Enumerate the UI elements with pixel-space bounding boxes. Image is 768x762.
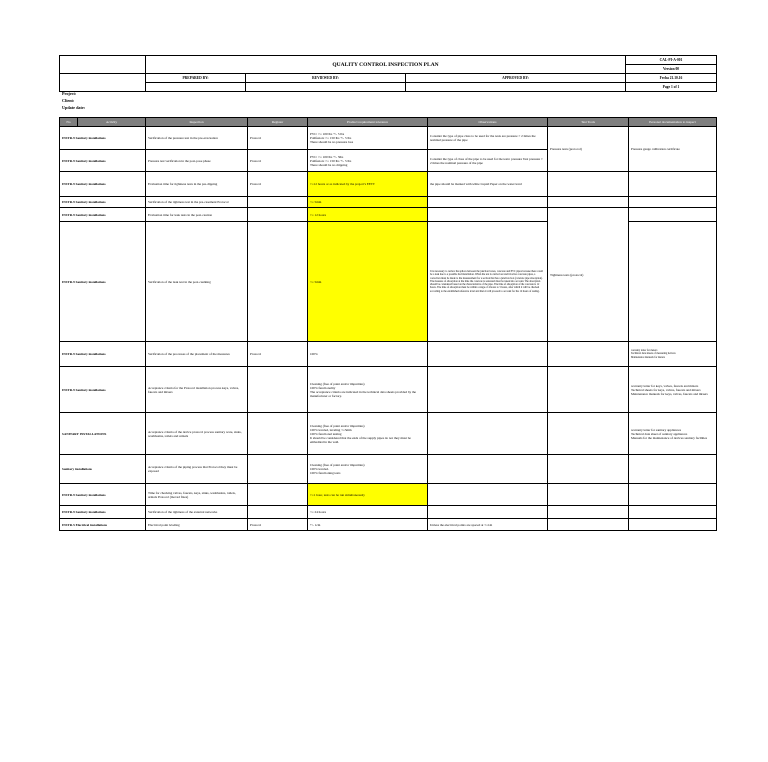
row-observations bbox=[428, 197, 548, 208]
row-inspection: Evaluation time for leak tests in the post-caution bbox=[146, 208, 248, 222]
row-code: INSTR-9 bbox=[62, 182, 75, 186]
row-observations: Consider the type of pipe class to be used for the tests are pressure > 2 times the nominal pressure of the pipe bbox=[428, 127, 548, 150]
row-register bbox=[248, 197, 308, 208]
row-code: INSTR-9 bbox=[62, 158, 75, 163]
reviewed-by-sign bbox=[246, 83, 406, 92]
table-row bbox=[60, 127, 717, 150]
column-header: Register bbox=[248, 118, 308, 127]
row-code: INSTR-9 bbox=[62, 352, 75, 356]
row-observations bbox=[428, 455, 548, 484]
row-tools bbox=[548, 455, 629, 484]
row-code: INSTR-9 bbox=[62, 492, 75, 497]
row-tools bbox=[548, 484, 629, 506]
row-docs bbox=[629, 172, 717, 197]
row-register bbox=[248, 455, 308, 484]
row-tolerance: +/- 1cm bbox=[308, 519, 428, 531]
row-observations: Consider the type of class of the pipe to be used for the tests: pressure Test pressure > 2 times the nominal pressure of the pipe bbox=[428, 150, 548, 172]
row-activity: installations bbox=[74, 467, 92, 471]
row-tools bbox=[548, 519, 629, 531]
row-register: Protocol bbox=[248, 150, 308, 172]
row-observations: Unless the electrical points are spaced at <=1m bbox=[428, 519, 548, 531]
row-inspection: Acceptance criteria of the device protocol process sanitary ware, sinks, washbasins, toilets and urinals bbox=[146, 413, 248, 455]
row-docs: warranty letter for meters Technical data sheets of measuring devices Maintenance manuals for meters bbox=[629, 342, 717, 367]
column-header: Personal documentation to inspect bbox=[629, 118, 717, 127]
row-tools bbox=[548, 367, 629, 413]
row-code-activity bbox=[60, 150, 146, 172]
row-register: Protocol bbox=[248, 127, 308, 150]
row-code-activity bbox=[60, 208, 146, 222]
document-code: CAL-PI-A-001 bbox=[626, 56, 717, 65]
column-header: Activity bbox=[78, 118, 146, 127]
table-row bbox=[60, 413, 717, 455]
row-tools bbox=[548, 197, 629, 208]
row-inspection: Electrical point leveling bbox=[146, 519, 248, 531]
row-inspection: Pressure test verification in the post-pose phase bbox=[146, 150, 248, 172]
row-observations bbox=[428, 484, 548, 506]
row-activity: Sanitary installations bbox=[75, 212, 106, 217]
row-inspection: Evaluation time for tightness tests in the pre-dipping bbox=[146, 172, 248, 197]
row-tolerance: >=12 hours or as indicated by the project's EETT bbox=[308, 172, 428, 197]
row-code-activity bbox=[60, 222, 146, 342]
table-header-row bbox=[60, 118, 717, 127]
row-code-activity bbox=[60, 455, 146, 484]
row-inspection: Verification of the leak test in the post-caulking bbox=[146, 222, 248, 342]
row-docs bbox=[629, 197, 717, 208]
document-date: Fecha 21.10.16 bbox=[626, 74, 717, 83]
row-tolerance: Cleaning (free of paint and/or impurities) 100% leveled. 100% functioning tests bbox=[308, 455, 428, 484]
row-code-activity bbox=[60, 367, 146, 413]
row-register: Protocol bbox=[248, 519, 308, 531]
inspection-table bbox=[59, 117, 717, 531]
row-activity: Sanitary installations bbox=[75, 387, 106, 392]
row-register bbox=[248, 208, 308, 222]
row-activity: Electrical installations bbox=[75, 522, 108, 527]
row-code: INSTR-9 bbox=[62, 279, 75, 284]
table-row bbox=[60, 455, 717, 484]
row-register bbox=[248, 506, 308, 519]
prepared-by-label: PREPARED BY: bbox=[146, 74, 246, 83]
row-code-activity bbox=[60, 197, 146, 208]
table-row bbox=[60, 172, 717, 197]
document-version: Version 00 bbox=[626, 65, 717, 74]
row-tolerance: Cleaning (free of paint and/or impurities) 100% leveled, leveling <=5mm 100% functional testing It should be considered that the ends of the supply pipes do not they must be embedded in the wall. bbox=[308, 413, 428, 455]
column-header: No bbox=[60, 118, 78, 127]
column-header: Observations bbox=[428, 118, 548, 127]
row-code-activity bbox=[60, 342, 146, 367]
column-header: Product requirement tolerance bbox=[308, 118, 428, 127]
column-header: Inspection bbox=[146, 118, 248, 127]
row-tolerance: 100% bbox=[308, 342, 428, 367]
row-tolerance: <= 5mm bbox=[308, 222, 428, 342]
approved-by-sign bbox=[406, 83, 626, 92]
row-activity: Sanitary installations bbox=[75, 182, 106, 186]
row-code: INSTR-9 bbox=[62, 200, 75, 204]
row-tolerance: PVC: >= 100 lbs +/- 5 lbs Polifusion: >= 150 lbs +/- 5 lbs There should be no pressure loss bbox=[308, 127, 428, 150]
column-header: Test Tools bbox=[548, 118, 629, 127]
row-docs bbox=[629, 519, 717, 531]
row-observations: It is necessary to review the splices between the junction boxes, concrete and PVC pipes because there could be a leak due to a possible bad installation. When the test is carried out and involves concrete pipes, a correction must be made to the measurement for a section that has a junction box (concrete pipe absorption). The measure of absorption at the time the concrete is saturated must be taken into account. The absorption should be considered based on the characteristics of the pipe. The time of absorption of the concrete is 12 hours. The time of absorption must be within a range of 4 hours to 5 hours, after which it will be checked according to the established reference level and then it will proceed to account for the 12 hours of testing. bbox=[428, 222, 548, 342]
table-row bbox=[60, 506, 717, 519]
row-tools bbox=[548, 172, 629, 197]
row-tolerance: >= 12 hours bbox=[308, 208, 428, 222]
row-code-activity bbox=[60, 506, 146, 519]
row-observations bbox=[428, 367, 548, 413]
row-inspection: Verification of the pressure test in the pre-evacuation bbox=[146, 127, 248, 150]
row-tolerance: <= 24 hours bbox=[308, 506, 428, 519]
row-inspection: Verification of the tightness test in the pre-casement Protocol bbox=[146, 197, 248, 208]
project-info bbox=[62, 90, 85, 111]
prepared-by-sign bbox=[146, 83, 246, 92]
row-activity: Sanitary installations bbox=[75, 510, 106, 514]
table-row bbox=[60, 342, 717, 367]
row-register: Protocol bbox=[248, 172, 308, 197]
row-register bbox=[248, 484, 308, 506]
row-activity: Sanitary installations bbox=[75, 352, 106, 356]
document-header bbox=[59, 55, 717, 92]
row-docs bbox=[629, 506, 717, 519]
row-code: INSTR-9 bbox=[62, 510, 75, 514]
row-code: INSTR-5 bbox=[62, 522, 75, 527]
row-register bbox=[248, 413, 308, 455]
row-observations bbox=[428, 208, 548, 222]
row-code-activity bbox=[60, 519, 146, 531]
row-inspection: Acceptance criteria of the piping process that Protocol they must be exposed bbox=[146, 455, 248, 484]
row-activity: Sanitary installations bbox=[75, 200, 106, 204]
document-title: QUALITY CONTROL INSPECTION PLAN bbox=[146, 56, 626, 74]
row-docs bbox=[629, 484, 717, 506]
row-tools bbox=[548, 506, 629, 519]
row-docs: Pressure gauge calibration certificate bbox=[629, 127, 717, 172]
page-number: Page 1 of 1 bbox=[626, 83, 717, 92]
row-code: Sanitary bbox=[62, 467, 75, 471]
reviewed-by-label: REVIEWED BY: bbox=[246, 74, 406, 83]
row-observations bbox=[428, 342, 548, 367]
row-inspection: Verification of the processes of the placement of the measures bbox=[146, 342, 248, 367]
row-inspection: Time for checking valves, faucets, keys, sinks, washbasins, toilets, urinals Protocol (moved fixes) bbox=[146, 484, 248, 506]
row-activity: Sanitary installations bbox=[75, 158, 106, 163]
row-tolerance: PVC: >= 100 lbs +/- 5lbs Polifusion: >= 150 lbs +/- 5 lbs There should be no dripping bbox=[308, 150, 428, 172]
row-inspection: Verification of the tightness of the external networks bbox=[146, 506, 248, 519]
row-docs bbox=[629, 222, 717, 342]
row-observations bbox=[428, 413, 548, 455]
row-tools bbox=[548, 413, 629, 455]
row-code-activity bbox=[60, 127, 146, 150]
table-row bbox=[60, 367, 717, 413]
row-observations: the pipe should be marked with white Liquid Paper on the water level bbox=[428, 172, 548, 197]
row-register bbox=[248, 222, 308, 342]
row-code-activity bbox=[60, 413, 146, 455]
table-row bbox=[60, 197, 717, 208]
row-tolerance: Cleaning (free of paint and/or impurities) 100% functionality The acceptance criteria are indicated in the technical data sheets provided by the manufacturer or factory. bbox=[308, 367, 428, 413]
blank-cell bbox=[60, 74, 146, 92]
row-activity: INSTALLATIONS bbox=[79, 431, 107, 436]
row-tolerance: >=1 hour, tests can be run simultaneously bbox=[308, 484, 428, 506]
logo-cell bbox=[60, 56, 146, 74]
row-inspection: Acceptance criteria for the Protocol installation process keys, valves, faucets and mixers bbox=[146, 367, 248, 413]
table-row bbox=[60, 208, 717, 222]
row-activity: Sanitary installations bbox=[75, 136, 106, 140]
row-tools: Tightness tests (protocol) bbox=[548, 208, 629, 342]
row-activity: Sanitary installations bbox=[75, 279, 106, 284]
table-row bbox=[60, 484, 717, 506]
project-label: Project: bbox=[62, 91, 77, 96]
row-code: INSTR-9 bbox=[62, 136, 75, 140]
row-docs bbox=[629, 208, 717, 222]
row-docs: warranty letter for keys, valves, faucets and mixers Technical sheets for keys, valves, faucets and mixers Maintenance manuals for keys, valves, faucets and mixers bbox=[629, 367, 717, 413]
row-code-activity bbox=[60, 172, 146, 197]
row-docs: warranty letter for sanitary appliances Technical data sheet of sanitary appliances Manuals for the maintenance of devices sanitary facilities bbox=[629, 413, 717, 455]
row-tools bbox=[548, 342, 629, 367]
row-code: INSTR-9 bbox=[62, 212, 75, 217]
approved-by-label: APPROVED BY: bbox=[406, 74, 626, 83]
row-observations bbox=[428, 506, 548, 519]
update-date-label: Update date: bbox=[62, 105, 86, 110]
table-row bbox=[60, 519, 717, 531]
row-code: INSTR-9 bbox=[62, 387, 75, 392]
row-tolerance: <= 5mm bbox=[308, 197, 428, 208]
client-label: Client: bbox=[62, 98, 75, 103]
row-code-activity bbox=[60, 484, 146, 506]
row-register: Protocol bbox=[248, 342, 308, 367]
row-docs bbox=[629, 455, 717, 484]
row-code: SANITARY bbox=[62, 431, 79, 436]
row-register bbox=[248, 367, 308, 413]
row-tools: Pressure tests (protocol) bbox=[548, 127, 629, 172]
row-activity: Sanitary installations bbox=[75, 492, 106, 497]
